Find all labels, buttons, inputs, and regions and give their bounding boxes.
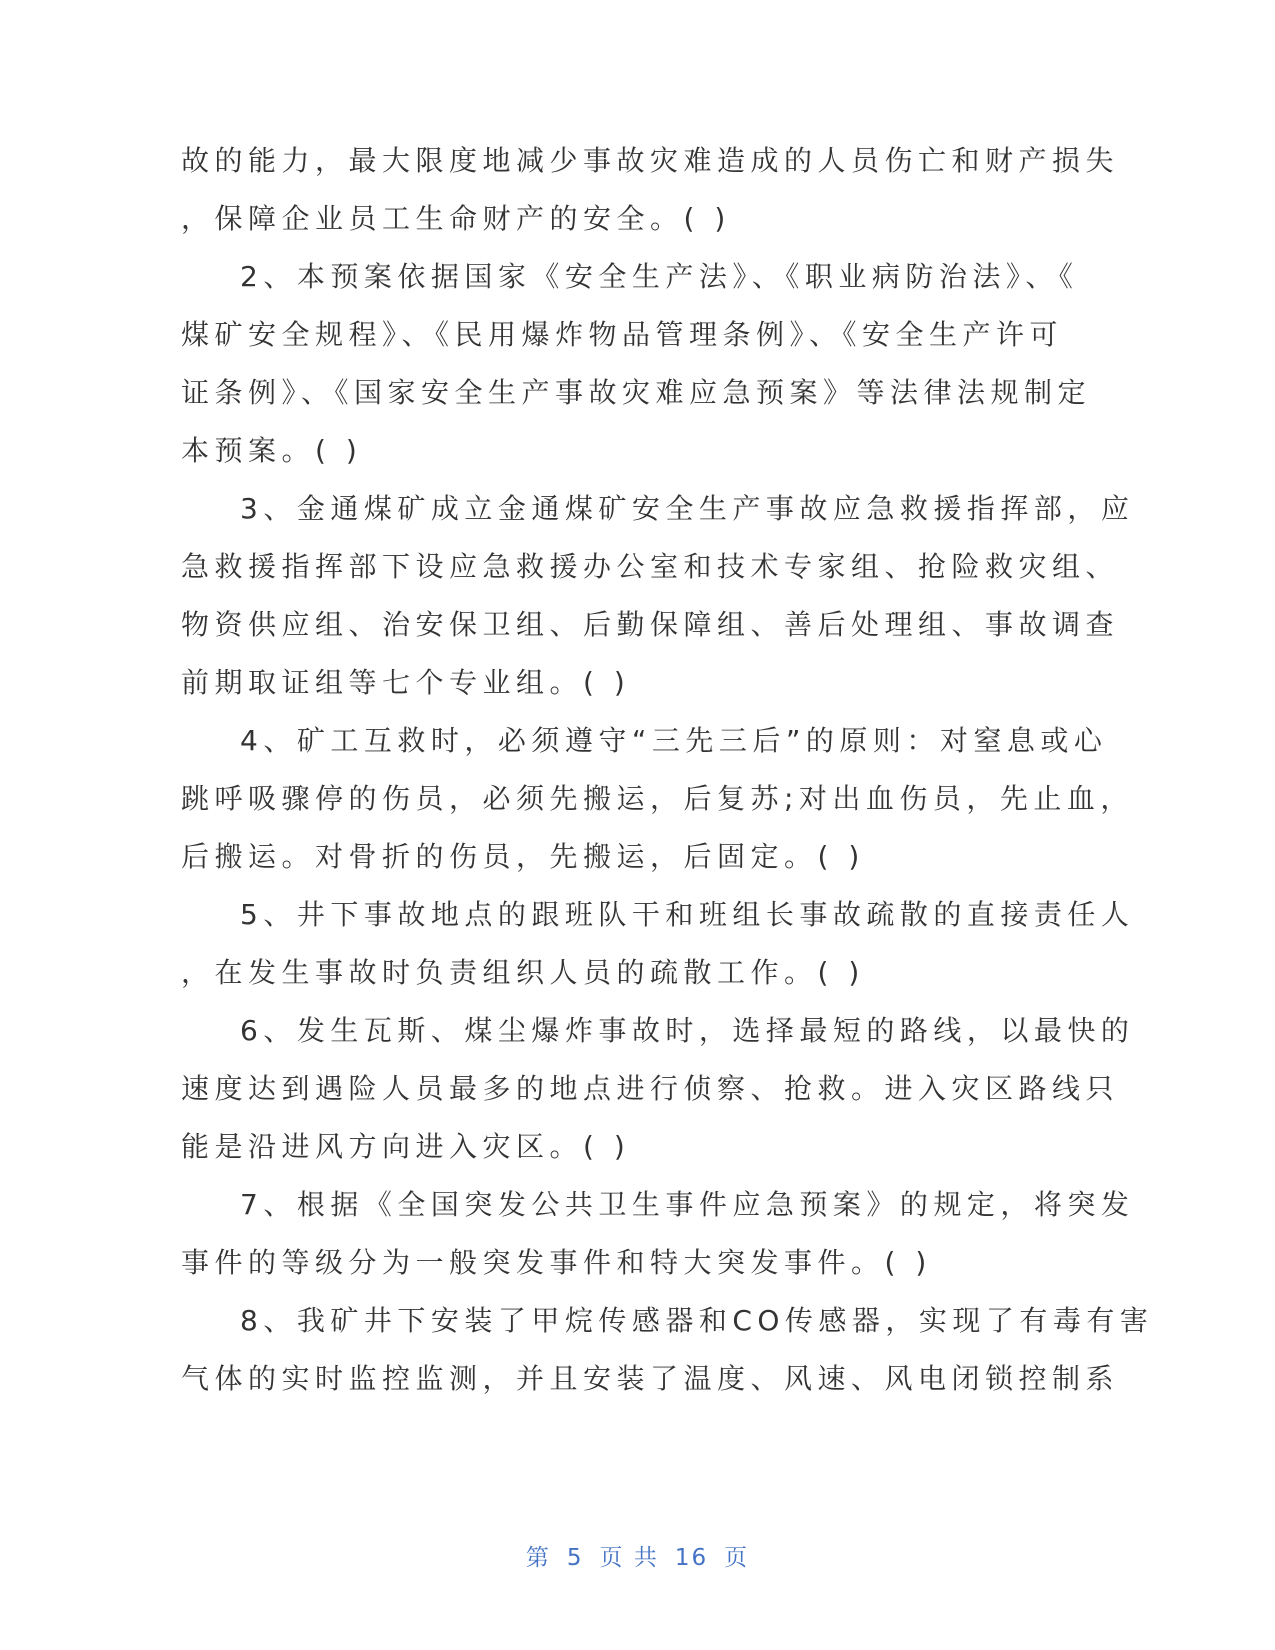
body-line: 跳呼吸骤停的伤员，必须先搬运，后复苏;对出血伤员，先止血， — [181, 782, 1134, 815]
body-line: 故的能力，最大限度地减少事故灾难造成的人员伤亡和财产损失 — [181, 144, 1120, 177]
footer-suffix: 页 — [724, 1545, 750, 1571]
page-footer — [0, 1543, 1275, 1573]
body-line: ，在发生事故时负责组织人员的疏散工作。( ) — [181, 956, 865, 989]
body-line: 事件的等级分为一般突发事件和特大突发事件。( ) — [181, 1246, 932, 1279]
footer-middle: 页 共 — [599, 1545, 659, 1571]
body-line: 后搬运。对骨折的伤员，先搬运，后固定。( ) — [181, 840, 865, 873]
body-line: 煤矿安全规程》、《民用爆炸物品管理条例》、《安全生产许可 — [181, 318, 1064, 351]
footer-prefix: 第 — [525, 1545, 551, 1571]
question-6-line: 6、发生瓦斯、煤尘爆炸事故时，选择最短的路线，以最快的 — [240, 1014, 1135, 1047]
footer-current-page: 5 — [566, 1545, 584, 1571]
question-4-line: 4、矿工互救时，必须遵守“三先三后”的原则：对窒息或心 — [240, 724, 1108, 757]
question-3-line: 3、金通煤矿成立金通煤矿安全生产事故应急救援指挥部，应 — [240, 492, 1135, 525]
question-2-line: 2、本预案依据国家《安全生产法》、《职业病防治法》、《 — [240, 260, 1079, 293]
body-line: 速度达到遇险人员最多的地点进行侦察、抢救。进入灾区路线只 — [181, 1072, 1120, 1105]
body-line: 证条例》、《国家安全生产事故灾难应急预案》等法律法规制定 — [181, 376, 1092, 409]
footer-total-pages: 16 — [674, 1545, 709, 1571]
question-5-line: 5、井下事故地点的跟班队干和班组长事故疏散的直接责任人 — [240, 898, 1135, 931]
body-line: 本预案。( ) — [181, 434, 363, 467]
body-line: 前期取证组等七个专业组。( ) — [181, 666, 631, 699]
body-line: 物资供应组、治安保卫组、后勤保障组、善后处理组、事故调查 — [181, 608, 1120, 641]
question-7-line: 7、根据《全国突发公共卫生事件应急预案》的规定，将突发 — [240, 1188, 1135, 1221]
body-line: ，保障企业员工生命财产的安全。( ) — [181, 202, 731, 235]
question-8-line: 8、我矿井下安装了甲烷传感器和CO传感器，实现了有毒有害 — [240, 1304, 1154, 1337]
body-line: 急救援指挥部下设应急救援办公室和技术专家组、抢险救灾组、 — [181, 550, 1120, 583]
body-line: 能是沿进风方向进入灾区。( ) — [181, 1130, 631, 1163]
body-line: 气体的实时监控监测，并且安装了温度、风速、风电闭锁控制系 — [181, 1362, 1120, 1395]
